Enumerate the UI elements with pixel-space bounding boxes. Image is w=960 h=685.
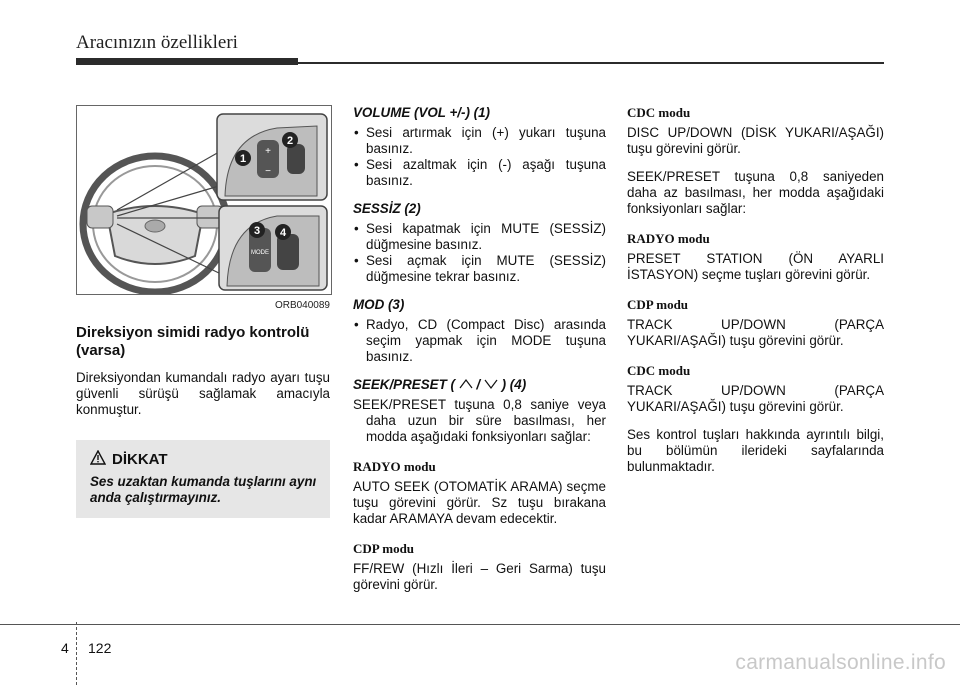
radyo-mode-text: PRESET STATION (ÖN AYARLI İSTASYON) seçme tuşları görevini görür. [627, 251, 884, 282]
radyo-mode-text: AUTO SEEK (OTOMATİK ARAMA) seçme tuşu görevini görür. Sz tuşu bırakana kadar ARAMAYA devam edecektir. [353, 479, 606, 526]
chevron-down-icon [484, 379, 498, 389]
page-number: 122 [88, 640, 112, 656]
callout-1: 1 [239, 153, 247, 165]
watermark: carmanualsonline.info [735, 651, 946, 674]
column-right [627, 105, 884, 475]
cdp-mode-heading: CDP modu [353, 541, 415, 556]
radyo-mode-heading: RADYO modu [353, 459, 436, 474]
mute-list [353, 221, 606, 285]
chevron-up-icon [459, 379, 473, 389]
section-title: Direksiyon simidi radyo kontrolü (varsa) [76, 324, 310, 359]
plus-label: + [265, 146, 271, 157]
list-item: • Sesi azaltmak için (-) aşağı tuşuna basınız. [353, 157, 606, 189]
cdp-mode-text: FF/REW (Hızlı İleri – Geri Sarma) tuşu görevini görür. [353, 561, 606, 592]
callout-4: 4 [279, 227, 287, 239]
minus-label: − [265, 166, 271, 177]
header-rule-thick [76, 58, 298, 65]
caution-text: Ses uzaktan kumanda tuşlarını aynı anda çalıştırmayınız. [90, 474, 317, 505]
seek-short-text: SEEK/PRESET tuşuna 0,8 saniyeden daha az basılması, her modda aşağıdaki fonksiyonları sağlar: [627, 169, 884, 216]
steering-wheel-illustration [77, 106, 331, 294]
callout-2: 2 [286, 135, 294, 147]
list-item: • Sesi artırmak için (+) yukarı tuşuna basınız. [353, 125, 606, 157]
mute-heading: SESSİZ (2) [353, 201, 421, 216]
caution-label: DİKKAT [112, 450, 168, 468]
footer-divider [76, 622, 78, 685]
warning-triangle-icon [90, 450, 106, 469]
mode-list [353, 317, 606, 365]
seek-text: SEEK/PRESET tuşuna 0,8 saniye veya daha uzun bir süre basılması, her modda aşağıdaki fonksiyonları sağlar: [353, 397, 606, 444]
steering-wheel-figure [76, 105, 332, 295]
volume-heading: VOLUME (VOL +/-) (1) [353, 105, 491, 120]
footer-rule [0, 624, 960, 626]
closing-text: Ses kontrol tuşları hakkında ayrıntılı bilgi, bu bölümün ilerideki sayfalarında bulunmaktadır. [627, 427, 884, 474]
caution-box [76, 440, 330, 518]
figure-code: ORB040089 [274, 300, 330, 311]
cdp-mode-heading: CDP modu [627, 297, 689, 312]
header-rule-thin [298, 62, 884, 64]
radyo-mode-heading: RADYO modu [627, 231, 710, 246]
intro-paragraph: Direksiyondan kumandalı radyo ayarı tuşu güvenli sürüşü sağlamak amacıyla konmuştur. [76, 370, 330, 417]
column-left [76, 105, 330, 518]
chapter-number: 4 [61, 640, 69, 656]
cdc-mode-text: DISC UP/DOWN (DİSK YUKARI/AŞAĞI) tuşu görevini görür. [627, 125, 884, 156]
volume-list [353, 125, 606, 189]
callout-3: 3 [253, 225, 261, 237]
list-item: • Sesi açmak için MUTE (SESSİZ) düğmesine tekrar basınız. [353, 253, 606, 285]
cdc-mode-text: TRACK UP/DOWN (PARÇA YUKARI/AŞAĞI) tuşu görevini görür. [627, 383, 884, 414]
cdc-mode-heading: CDC modu [627, 105, 691, 120]
cdp-mode-text: TRACK UP/DOWN (PARÇA YUKARI/AŞAĞI) tuşu görevini görür. [627, 317, 884, 348]
list-item: • Radyo, CD (Compact Disc) arasında seçim yapmak için MODE tuşuna basınız. [353, 317, 606, 365]
seek-heading: SEEK/PRESET ( / ) (4) [353, 377, 527, 392]
list-item: • Sesi kapatmak için MUTE (SESSİZ) düğmesine basınız. [353, 221, 606, 253]
mode-label: MODE [251, 250, 269, 256]
cdc-mode-heading: CDC modu [627, 363, 691, 378]
page-header-title: Aracınızın özellikleri [76, 32, 238, 53]
mode-heading: MOD (3) [353, 297, 405, 312]
column-middle [353, 105, 606, 593]
